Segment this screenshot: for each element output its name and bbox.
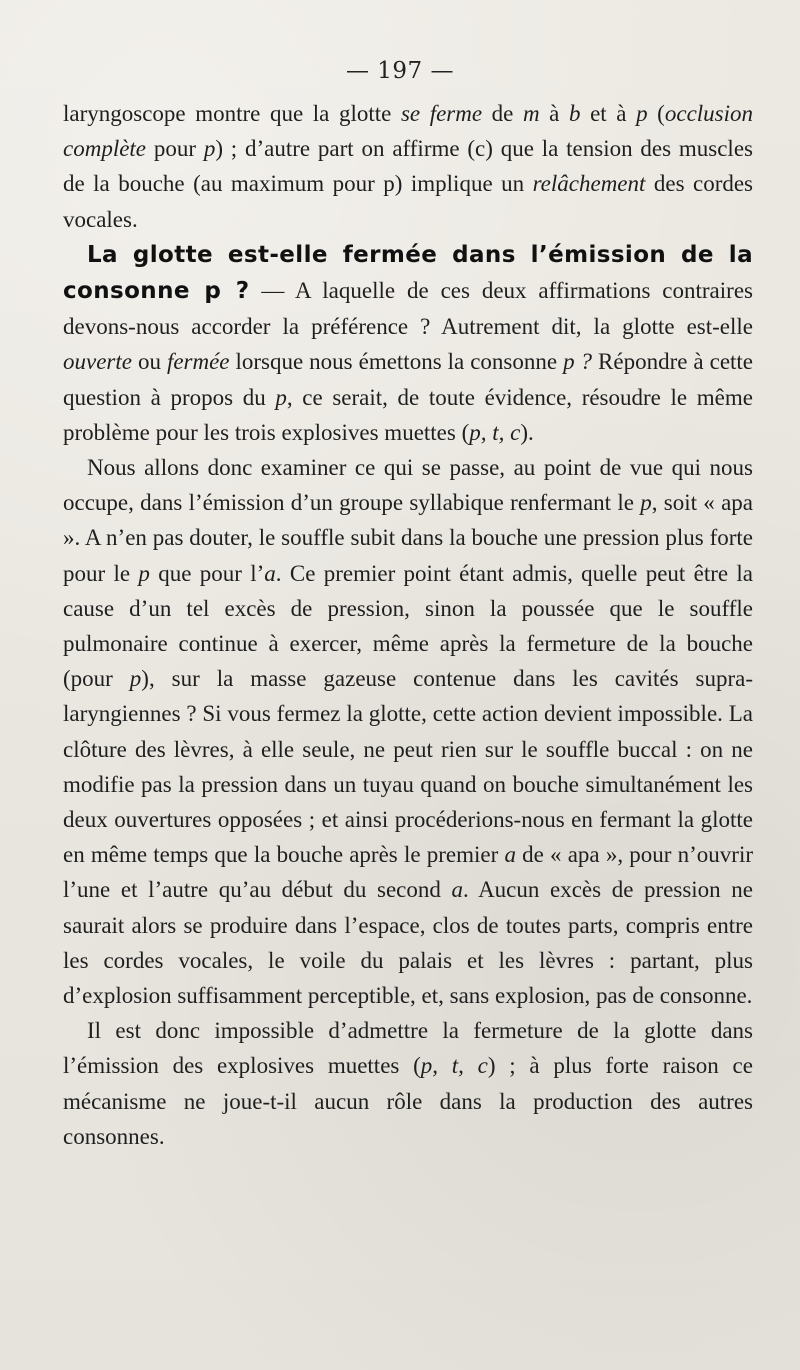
text-run: — A laquelle de ces deux affirmations contraires devons-nous accorder la préférence ? Autrement dit, la glotte est-elle [63, 278, 753, 340]
text-run: de [482, 101, 523, 126]
italic-run: a [504, 842, 516, 868]
text-run: Répondre à cette question à propos du [63, 349, 754, 410]
text-run: ), sur la masse gazeuse contenue dans les cavités supra-laryngiennes ? Si vous fermez la glotte, cette action devient impossible. La clôture des lèvres, à elle seule, ne peut rien sur le souffle buccal : on ne modifie pas la pression dans un tuyau quand on bouche simultanément les deux ouvertures opposées ; et ainsi procéderions-nous en fermant la glotte en même temps que la bouche après le premier [63, 666, 754, 868]
italic-run: p [640, 490, 652, 516]
text-run: Nous allons donc examiner ce qui se passe, au point de vue qui nous occupe, dans l’émission d’un groupe syllabique renfermant le [63, 455, 753, 516]
text-run: . Aucun excès de pression ne saurait alors se produire dans l’espace, clos de toutes parts, compris entre les cordes vocales, le voile du palais et les lèvres : partant, plus d’explosion suffisamment perceptible, et, sans explosion, pas de consonne. [63, 877, 753, 1009]
text-run: ( [647, 101, 665, 126]
paragraph-2 [63, 237, 753, 450]
paragraph-3 [63, 450, 753, 1013]
text-run: lorsque nous émettons la consonne [229, 349, 564, 375]
italic-run: p [275, 384, 287, 410]
italic-run: p, t, c [469, 419, 521, 445]
italic-run: a [451, 877, 463, 903]
text-run: ) ; d’autre part on affirme (c) que la tension des muscles de la bouche (au maximum pour p) implique un [63, 136, 753, 197]
italic-run: m [522, 101, 540, 126]
text-run: et à [580, 101, 637, 126]
page-number: — 197 — [345, 58, 455, 84]
italic-run: p [636, 101, 648, 126]
text-run: Il est donc impossible d’admettre la fermeture de la glotte dans l’émission des explosives muettes ( [63, 1018, 753, 1079]
text-run: laryngoscope montre que la glotte [63, 101, 401, 126]
text-run: des cordes vocales. [63, 171, 754, 232]
page-body [63, 96, 753, 1154]
italic-run: p [203, 136, 216, 162]
italic-run: occlusion complète [63, 101, 754, 162]
section-heading: La glotte est-elle fermée dans l’émission de la consonne p ? [63, 241, 753, 305]
italic-run: relâchement [532, 171, 646, 197]
italic-run: b [569, 101, 581, 126]
paragraph-1 [63, 96, 753, 237]
text-run: . Ce premier point étant admis, quelle peut être la cause d’un tel excès de pression, sinon la poussée que le souffle pulmonaire continue à exercer, même après la fermeture de la bouche (pour [63, 560, 753, 692]
italic-run: p [138, 560, 150, 586]
text-run: que pour l’ [149, 560, 265, 586]
italic-run: se ferme [400, 101, 483, 126]
text-run: ) ; à plus forte raison ce mécanisme ne joue-t-il aucun rôle dans la production des autres consonnes. [63, 1053, 753, 1149]
italic-run: ouverte [63, 349, 132, 375]
text-run: , soit « apa ». A n’en pas douter, le souffle subit dans la bouche une pression plus forte pour le [63, 490, 753, 586]
text-run: ). [520, 419, 534, 445]
paragraph-4 [63, 1013, 753, 1154]
italic-run: fermée [166, 349, 230, 375]
text-run: de « apa », pour n’ouvrir l’une et l’autre qu’au début du second [63, 842, 753, 903]
text-run: à [539, 101, 569, 126]
text-run: pour [146, 136, 204, 162]
italic-run: p, t, c [420, 1053, 488, 1079]
italic-run: p ? [563, 349, 593, 375]
italic-run: p [129, 666, 142, 692]
text-run: ou [131, 349, 167, 375]
italic-run: a [264, 560, 276, 586]
text-run: , ce serait, de toute évidence, résoudre le même problème pour les trois explosives muettes ( [63, 384, 753, 445]
